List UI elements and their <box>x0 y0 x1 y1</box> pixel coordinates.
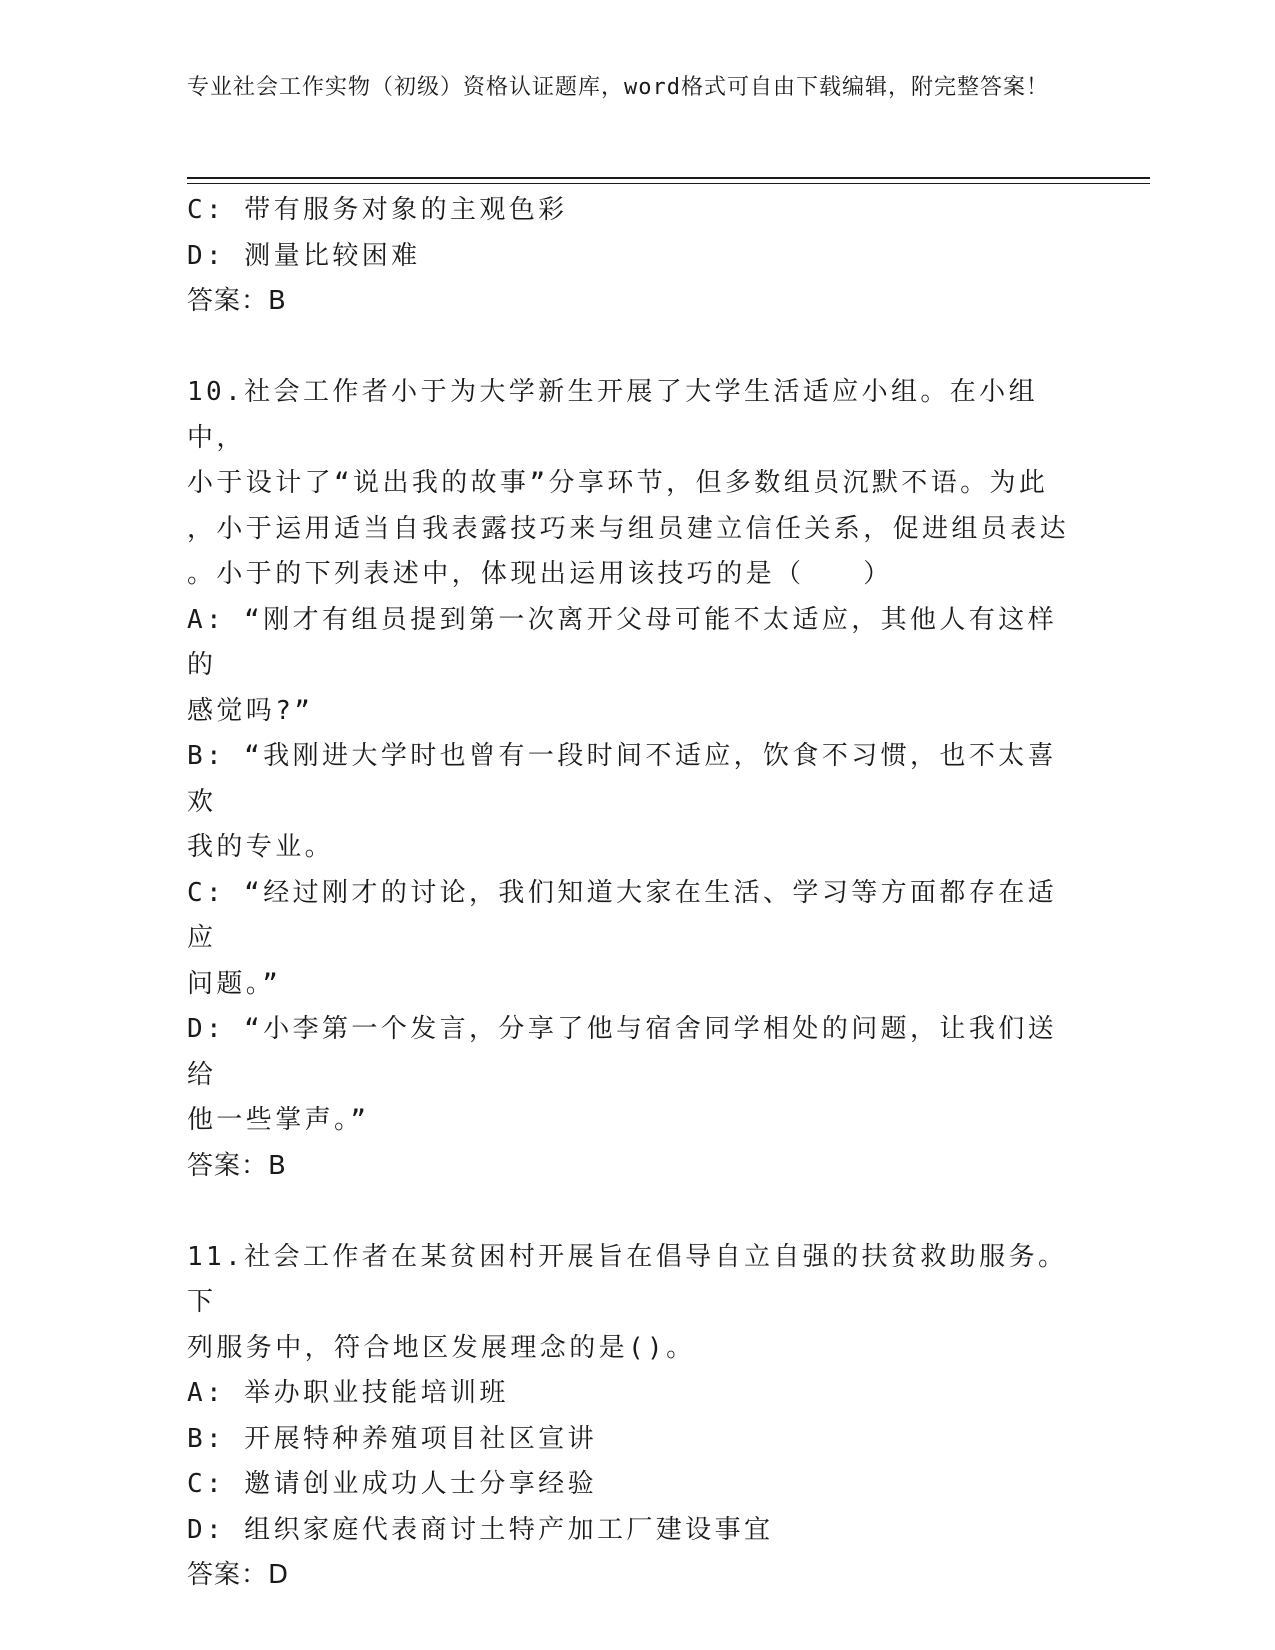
question-stem-line: 。小于的下列表述中，体现出运用该技巧的是（ ） <box>187 559 893 589</box>
option-a <box>187 1371 1077 1417</box>
option-d <box>187 1007 1077 1098</box>
option-text: 测量比较困难 <box>244 240 421 271</box>
option-label: D: <box>187 1514 226 1545</box>
option-c <box>187 188 1077 234</box>
question-stem-line: 小于设计了“说出我的故事”分享环节，但多数组员沉默不语。为此 <box>187 468 1049 498</box>
option-text: 邀请创业成功人士分享经验 <box>244 1469 597 1499</box>
option-label: B: <box>187 741 226 771</box>
question-number: 11. <box>187 1241 245 1272</box>
document-body <box>187 188 1077 1599</box>
question-text: 社会工作者在某贫困村开展旨在倡导自立自强的扶贫救助服务。下 <box>187 1241 1068 1317</box>
answer: 答案：B <box>187 1150 287 1181</box>
option-d-continued: 他一些掌声。” <box>187 1105 370 1135</box>
option-a <box>187 598 1077 689</box>
option-c <box>187 1462 1077 1508</box>
spacer <box>187 325 1077 371</box>
option-text: “我刚进大学时也曾有一段时间不适应，饮食不习惯，也不太喜欢 <box>187 741 1058 817</box>
answer: 答案：D <box>187 1560 290 1590</box>
option-d <box>187 1508 1077 1554</box>
question-stem-line: 列服务中，符合地区发展理念的是()。 <box>187 1332 696 1363</box>
option-label: B: <box>187 1423 226 1454</box>
option-label: C: <box>187 195 226 225</box>
option-label: C: <box>187 877 226 908</box>
option-label: D: <box>187 1014 226 1044</box>
header-divider-thin <box>187 183 1150 184</box>
option-text: “小李第一个发言，分享了他与宿舍同学相处的问题，让我们送给 <box>187 1014 1058 1090</box>
question-number: 10. <box>187 377 245 407</box>
question-text: 社会工作者小于为大学新生开展了大学生活适应小组。在小组中， <box>187 377 1038 453</box>
option-d <box>187 234 1077 280</box>
option-text: 带有服务对象的主观色彩 <box>244 195 568 225</box>
spacer <box>187 1189 1077 1235</box>
option-b <box>187 1417 1077 1463</box>
option-b <box>187 734 1077 825</box>
option-text: “刚才有组员提到第一次离开父母可能不太适应，其他人有这样的 <box>187 604 1058 680</box>
answer: 答案：B <box>187 286 287 316</box>
question-stem-line <box>187 1235 1077 1326</box>
question-10 <box>187 370 1077 1189</box>
option-b-continued: 我的专业。 <box>187 832 335 862</box>
document-header: 专业社会工作实物（初级）资格认证题库，word格式可自由下载编辑，附完整答案！ <box>187 75 1049 100</box>
option-text: 组织家庭代表商讨土特产加工厂建设事宜 <box>244 1514 774 1545</box>
question-11 <box>187 1235 1077 1599</box>
prev-question <box>187 188 1077 325</box>
option-c-continued: 问题。” <box>187 968 282 999</box>
question-stem-line <box>187 370 1077 461</box>
option-text: 举办职业技能培训班 <box>244 1378 509 1408</box>
option-text: 开展特种养殖项目社区宣讲 <box>244 1423 597 1454</box>
question-stem-line: ，小于运用适当自我表露技巧来与组员建立信任关系，促进组员表达 <box>187 513 1070 544</box>
option-text: “经过刚才的讨论，我们知道大家在生活、学习等方面都存在适应 <box>187 877 1058 953</box>
option-label: C: <box>187 1469 226 1499</box>
option-c <box>187 871 1077 962</box>
option-label: A: <box>187 1378 226 1408</box>
option-label: D: <box>187 240 226 271</box>
header-divider-thick <box>187 177 1150 179</box>
option-a-continued: 感觉吗?” <box>187 695 314 726</box>
option-label: A: <box>187 604 226 635</box>
